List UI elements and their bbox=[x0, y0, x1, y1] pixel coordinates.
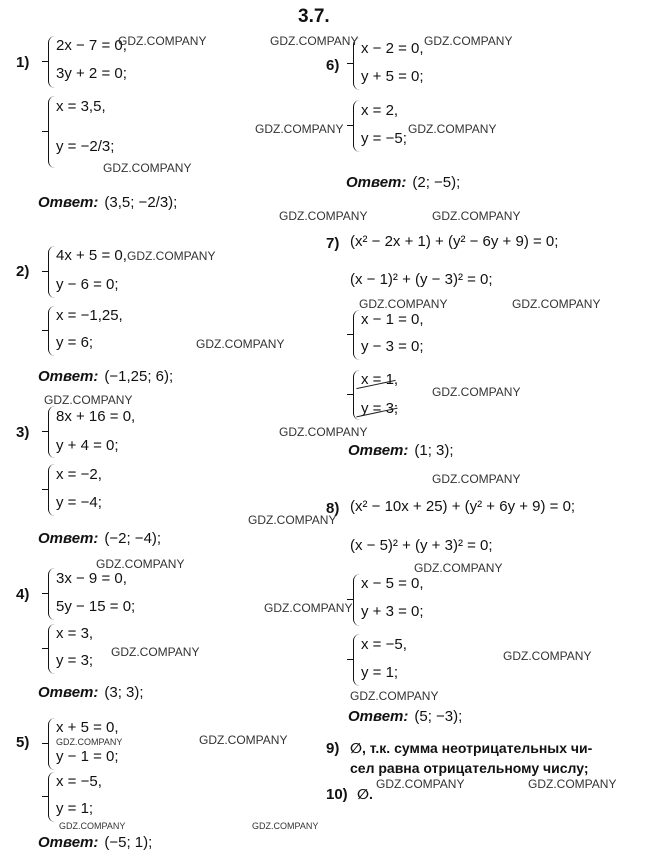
system-brace bbox=[353, 310, 361, 360]
system-brace bbox=[48, 306, 56, 356]
system-brace bbox=[48, 406, 56, 458]
answer-value: (−2; −4); bbox=[104, 530, 162, 547]
watermark: GDZ.COMPANY bbox=[279, 209, 368, 223]
problem-text: сел равна отрицательному числу; bbox=[350, 760, 589, 776]
answer-label: Ответ: bbox=[38, 194, 99, 211]
equation: 5y − 15 = 0; bbox=[56, 598, 136, 615]
page-title: 3.7. bbox=[298, 6, 330, 27]
equation: x = 1, bbox=[361, 371, 399, 388]
answer bbox=[346, 174, 460, 191]
answer bbox=[38, 194, 177, 211]
equation: y = 3; bbox=[56, 652, 94, 669]
watermark: GDZ.COMPANY bbox=[359, 297, 448, 311]
equation: y − 1 = 0; bbox=[56, 748, 119, 765]
answer bbox=[348, 708, 462, 725]
answer-label: Ответ: bbox=[38, 684, 99, 701]
watermark: GDZ.COMPANY bbox=[118, 34, 207, 48]
watermark: GDZ.COMPANY bbox=[59, 821, 126, 831]
system-brace bbox=[48, 246, 56, 298]
system-brace bbox=[48, 568, 56, 620]
equation: y = −2/3; bbox=[56, 138, 115, 155]
equation: x − 2 = 0, bbox=[361, 40, 424, 57]
equation: y = 1; bbox=[56, 800, 94, 817]
equation: 2x − 7 = 0, bbox=[56, 37, 127, 54]
equation: (x − 5)² + (y + 3)² = 0; bbox=[350, 537, 493, 554]
watermark: GDZ.COMPANY bbox=[255, 122, 344, 136]
equation: y + 4 = 0; bbox=[56, 437, 119, 454]
equation: x = 3, bbox=[56, 625, 94, 642]
equation: y − 6 = 0; bbox=[56, 276, 119, 293]
answer bbox=[38, 834, 152, 851]
equation: x + 5 = 0, bbox=[56, 719, 119, 736]
equation: y − 3 = 0; bbox=[361, 338, 424, 355]
watermark: GDZ.COMPANY bbox=[127, 249, 216, 263]
watermark: GDZ.COMPANY bbox=[56, 737, 123, 747]
problem-number: 9) bbox=[326, 740, 340, 757]
equation: y = 3; bbox=[361, 400, 399, 417]
problem-number: 1) bbox=[16, 54, 30, 71]
watermark: GDZ.COMPANY bbox=[196, 337, 285, 351]
system-brace bbox=[48, 772, 56, 822]
answer-label: Ответ: bbox=[38, 834, 99, 851]
watermark: GDZ.COMPANY bbox=[248, 513, 337, 527]
equation: y + 3 = 0; bbox=[361, 603, 424, 620]
problem-number: 5) bbox=[16, 734, 30, 751]
watermark: GDZ.COMPANY bbox=[252, 821, 319, 831]
equation: y + 5 = 0; bbox=[361, 68, 424, 85]
watermark: GDZ.COMPANY bbox=[503, 649, 592, 663]
watermark: GDZ.COMPANY bbox=[279, 425, 368, 439]
problem-text: ∅, т.к. сумма неотрицательных чи- bbox=[350, 740, 593, 756]
equation: (x − 1)² + (y − 3)² = 0; bbox=[350, 271, 493, 288]
watermark: GDZ.COMPANY bbox=[199, 733, 288, 747]
equation: x − 5 = 0, bbox=[361, 575, 424, 592]
equation: x = 3,5, bbox=[56, 98, 106, 115]
system-brace bbox=[353, 634, 361, 686]
system-brace bbox=[353, 370, 361, 420]
system-brace bbox=[48, 624, 56, 674]
equation: x = −1,25, bbox=[56, 307, 123, 324]
answer-label: Ответ: bbox=[348, 708, 409, 725]
problem-text: ∅. bbox=[357, 786, 373, 802]
equation: (x² − 2x + 1) + (y² − 6y + 9) = 0; bbox=[350, 233, 559, 250]
problem-number: 7) bbox=[326, 235, 340, 252]
answer bbox=[38, 684, 144, 701]
answer-label: Ответ: bbox=[348, 442, 409, 459]
equation: y = 1; bbox=[361, 664, 399, 681]
watermark: GDZ.COMPANY bbox=[111, 645, 200, 659]
equation: 4x + 5 = 0, bbox=[56, 247, 127, 264]
answer bbox=[38, 368, 173, 385]
watermark: GDZ.COMPANY bbox=[376, 777, 465, 791]
watermark: GDZ.COMPANY bbox=[512, 297, 601, 311]
problem-number: 10) bbox=[326, 786, 348, 803]
equation: x = 2, bbox=[361, 102, 399, 119]
system-brace bbox=[48, 464, 56, 516]
system-brace bbox=[48, 718, 56, 770]
watermark: GDZ.COMPANY bbox=[270, 34, 359, 48]
system-brace bbox=[48, 36, 56, 88]
problem-number: 4) bbox=[16, 586, 30, 603]
equation: x − 1 = 0, bbox=[361, 311, 424, 328]
equation: 3x − 9 = 0, bbox=[56, 570, 127, 587]
equation: 8x + 16 = 0, bbox=[56, 408, 136, 425]
answer-label: Ответ: bbox=[346, 174, 407, 191]
answer-value: (1; 3); bbox=[414, 442, 454, 459]
answer-value: (3,5; −2/3); bbox=[104, 194, 178, 211]
answer bbox=[38, 530, 161, 547]
problem-number: 6) bbox=[326, 57, 340, 74]
problem-number: 2) bbox=[16, 263, 30, 280]
watermark: GDZ.COMPANY bbox=[528, 777, 617, 791]
equation: y = 6; bbox=[56, 334, 94, 351]
watermark: GDZ.COMPANY bbox=[432, 385, 521, 399]
watermark: GDZ.COMPANY bbox=[350, 689, 439, 703]
equation: y = −4; bbox=[56, 494, 102, 511]
equation: x = −5, bbox=[361, 636, 407, 653]
watermark: GDZ.COMPANY bbox=[96, 557, 185, 571]
watermark: GDZ.COMPANY bbox=[44, 393, 133, 407]
answer-label: Ответ: bbox=[38, 530, 99, 547]
problem-number: 8) bbox=[326, 500, 340, 517]
equation: x = −5, bbox=[56, 773, 102, 790]
system-brace bbox=[353, 100, 361, 152]
answer-value: (2; −5); bbox=[412, 174, 461, 191]
watermark: GDZ.COMPANY bbox=[432, 472, 521, 486]
watermark: GDZ.COMPANY bbox=[424, 34, 513, 48]
watermark: GDZ.COMPANY bbox=[103, 161, 192, 175]
equation: y = −5; bbox=[361, 130, 407, 147]
answer-value: (−5; 1); bbox=[104, 834, 153, 851]
equation: (x² − 10x + 25) + (y² + 6y + 9) = 0; bbox=[350, 498, 576, 515]
answer-value: (−1,25; 6); bbox=[104, 368, 174, 385]
system-brace bbox=[48, 96, 56, 168]
watermark: GDZ.COMPANY bbox=[432, 209, 521, 223]
system-brace bbox=[353, 574, 361, 626]
watermark: GDZ.COMPANY bbox=[264, 601, 353, 615]
answer-value: (5; −3); bbox=[414, 708, 463, 725]
answer bbox=[348, 442, 454, 459]
watermark: GDZ.COMPANY bbox=[414, 561, 503, 575]
equation: x = −2, bbox=[56, 466, 102, 483]
watermark: GDZ.COMPANY bbox=[408, 122, 497, 136]
equation: 3y + 2 = 0; bbox=[56, 65, 127, 82]
answer-value: (3; 3); bbox=[104, 684, 144, 701]
problem-number: 3) bbox=[16, 424, 30, 441]
answer-label: Ответ: bbox=[38, 368, 99, 385]
